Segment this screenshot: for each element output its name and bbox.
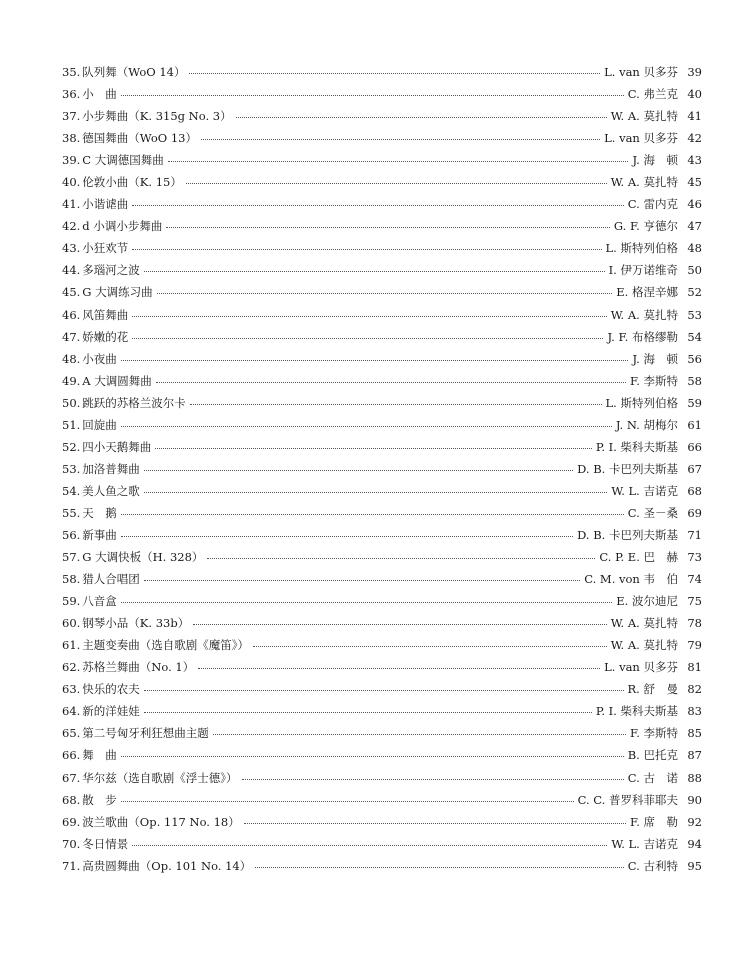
entry-page-number: 61 [687, 417, 702, 432]
entry-title: 散 步 [82, 792, 117, 807]
dot-leader [236, 117, 607, 118]
entry-number: 45. [62, 285, 81, 300]
entry-page-number: 87 [687, 748, 702, 763]
entry-number: 56. [62, 527, 81, 542]
entry-number: 70. [62, 836, 81, 851]
entry-title: 新事曲 [82, 527, 117, 542]
toc-entry [62, 326, 702, 348]
toc-entry [62, 171, 702, 193]
dot-leader [132, 316, 606, 317]
entry-page-number: 50 [687, 263, 702, 278]
entry-page-number: 75 [687, 594, 702, 609]
toc-entry [62, 348, 702, 370]
toc-entry [62, 656, 702, 678]
entry-composer: E. 格涅辛娜 [616, 285, 678, 300]
dot-leader [144, 492, 608, 493]
entry-page-number: 94 [687, 836, 702, 851]
entry-title: A 大调圆舞曲 [82, 373, 152, 388]
entry-number: 36. [62, 87, 81, 102]
dot-leader [190, 404, 602, 405]
entry-title: 高贵圆舞曲（Op. 101 No. 14） [82, 858, 252, 873]
entry-title: 猎人合唱团 [82, 572, 140, 587]
entry-page-number: 79 [687, 638, 702, 653]
dot-leader [198, 668, 600, 669]
dot-leader [144, 580, 580, 581]
entry-number: 37. [62, 109, 81, 124]
entry-composer: L. van 贝多芬 [604, 660, 678, 675]
entry-composer: W. A. 莫扎特 [610, 638, 678, 653]
entry-page-number: 47 [687, 219, 702, 234]
entry-number: 58. [62, 572, 81, 587]
dot-leader [132, 338, 603, 339]
entry-title: 小步舞曲（K. 315g No. 3） [82, 109, 232, 124]
entry-composer: B. 巴托克 [627, 748, 678, 763]
entry-page-number: 43 [687, 153, 702, 168]
toc-entry [62, 612, 702, 634]
entry-title: 四小天鹅舞曲 [82, 439, 152, 454]
entry-title: C 大调德国舞曲 [82, 153, 164, 168]
entry-title: 德国舞曲（WoO 13） [82, 131, 197, 146]
entry-number: 35. [62, 65, 81, 79]
entry-number: 71. [62, 858, 81, 873]
entry-composer: C. 弗兰克 [627, 87, 678, 102]
dot-leader [189, 73, 600, 74]
entry-page-number: 58 [687, 373, 702, 388]
entry-composer: C. 古 诺 [627, 770, 678, 785]
entry-composer: D. B. 卡巴列夫斯基 [577, 461, 678, 476]
entry-composer: W. L. 吉诺克 [611, 836, 678, 851]
entry-page-number: 39 [687, 65, 702, 79]
toc-entry [62, 590, 702, 612]
toc-entry [62, 414, 702, 436]
entry-page-number: 74 [687, 572, 702, 587]
entry-number: 42. [62, 219, 81, 234]
dot-leader [144, 690, 624, 691]
entry-number: 51. [62, 417, 81, 432]
toc-entry [62, 634, 702, 656]
entry-number: 54. [62, 483, 81, 498]
entry-title: 回旋曲 [82, 417, 117, 432]
entry-page-number: 85 [687, 726, 702, 741]
toc-entry [62, 281, 702, 303]
entry-number: 60. [62, 616, 81, 631]
entry-title: d 小调小步舞曲 [82, 219, 163, 234]
entry-composer: C. P. E. 巴 赫 [599, 550, 678, 565]
entry-composer: G. F. 亨德尔 [613, 219, 678, 234]
table-of-contents [62, 61, 702, 877]
toc-entry [62, 61, 702, 83]
toc-entry [62, 105, 702, 127]
entry-page-number: 52 [687, 285, 702, 300]
dot-leader [121, 426, 612, 427]
entry-page-number: 42 [687, 131, 702, 146]
toc-entry [62, 811, 702, 833]
dot-leader [213, 734, 626, 735]
dot-leader [121, 756, 624, 757]
dot-leader [166, 227, 610, 228]
entry-composer: I. 伊万诺维奇 [608, 263, 678, 278]
entry-composer: W. A. 莫扎特 [610, 109, 678, 124]
dot-leader [121, 360, 629, 361]
entry-title: 队列舞（WoO 14） [82, 65, 186, 79]
entry-title: 小狂欢节 [82, 241, 129, 256]
entry-composer: C. C. 普罗科菲耶夫 [577, 792, 678, 807]
entry-page-number: 53 [687, 307, 702, 322]
dot-leader [121, 602, 612, 603]
dot-leader [193, 624, 607, 625]
entry-title: 新的洋娃娃 [82, 704, 140, 719]
entry-page-number: 59 [687, 395, 702, 410]
toc-entry [62, 744, 702, 766]
dot-leader [144, 470, 573, 471]
entry-number: 62. [62, 660, 81, 675]
toc-entry [62, 767, 702, 789]
entry-page-number: 68 [687, 483, 702, 498]
dot-leader [186, 183, 607, 184]
dot-leader [168, 161, 629, 162]
entry-composer: W. A. 莫扎特 [610, 616, 678, 631]
dot-leader [121, 536, 573, 537]
entry-page-number: 48 [687, 241, 702, 256]
dot-leader [253, 646, 607, 647]
entry-page-number: 40 [687, 87, 702, 102]
entry-number: 61. [62, 638, 81, 653]
toc-entry [62, 568, 702, 590]
entry-number: 69. [62, 814, 81, 829]
entry-number: 64. [62, 704, 81, 719]
dot-leader [157, 293, 613, 294]
entry-composer: E. 波尔迪尼 [616, 594, 678, 609]
dot-leader [244, 823, 626, 824]
toc-entry [62, 502, 702, 524]
toc-entry [62, 480, 702, 502]
entry-composer: L. 斯特列伯格 [605, 241, 678, 256]
entry-composer: L. 斯特列伯格 [605, 395, 678, 410]
entry-page-number: 67 [687, 461, 702, 476]
entry-page-number: 90 [687, 792, 702, 807]
dot-leader [132, 845, 607, 846]
entry-title: 多瑙河之波 [82, 263, 140, 278]
entry-title: 伦敦小曲（K. 15） [82, 175, 182, 190]
toc-entry [62, 700, 702, 722]
entry-title: 八音盒 [82, 594, 117, 609]
entry-title: 风笛舞曲 [82, 307, 129, 322]
toc-entry [62, 237, 702, 259]
entry-composer: W. A. 莫扎特 [610, 307, 678, 322]
entry-number: 48. [62, 351, 81, 366]
entry-number: 68. [62, 792, 81, 807]
entry-composer: C. 古利特 [627, 858, 678, 873]
entry-number: 59. [62, 594, 81, 609]
entry-composer: P. I. 柴科夫斯基 [595, 439, 678, 454]
toc-entry [62, 304, 702, 326]
entry-title: G 大调快板（H. 328） [82, 550, 204, 565]
entry-number: 38. [62, 131, 81, 146]
toc-entry [62, 855, 702, 877]
dot-leader [156, 382, 626, 383]
entry-number: 46. [62, 307, 81, 322]
entry-number: 50. [62, 395, 81, 410]
entry-composer: D. B. 卡巴列夫斯基 [577, 527, 678, 542]
entry-composer: J. F. 布格缪勒 [607, 329, 678, 344]
dot-leader [121, 514, 624, 515]
entry-page-number: 46 [687, 197, 702, 212]
entry-number: 55. [62, 505, 81, 520]
entry-composer: L. van 贝多芬 [604, 131, 678, 146]
entry-title: 小夜曲 [82, 351, 117, 366]
entry-title: G 大调练习曲 [82, 285, 153, 300]
entry-composer: W. L. 吉诺克 [611, 483, 678, 498]
entry-page-number: 73 [687, 550, 702, 565]
entry-number: 57. [62, 550, 81, 565]
entry-title: 第二号匈牙利狂想曲主题 [82, 726, 209, 741]
entry-number: 52. [62, 439, 81, 454]
entry-title: 跳跃的苏格兰波尔卡 [82, 395, 186, 410]
entry-composer: F. 李斯特 [630, 726, 678, 741]
entry-page-number: 41 [687, 109, 702, 124]
dot-leader [121, 95, 624, 96]
entry-composer: L. van 贝多芬 [604, 65, 678, 79]
entry-composer: C. 圣－桑 [627, 505, 678, 520]
dot-leader [132, 249, 601, 250]
entry-title: 小谐谑曲 [82, 197, 129, 212]
toc-entry [62, 524, 702, 546]
entry-composer: J. 海 顿 [632, 351, 678, 366]
toc-entry [62, 127, 702, 149]
entry-number: 66. [62, 748, 81, 763]
entry-number: 40. [62, 175, 81, 190]
entry-page-number: 78 [687, 616, 702, 631]
entry-number: 49. [62, 373, 81, 388]
entry-title: 冬日情景 [82, 836, 129, 851]
entry-composer: F. 席 勒 [630, 814, 678, 829]
toc-entry [62, 83, 702, 105]
entry-page-number: 71 [687, 527, 702, 542]
entry-page-number: 56 [687, 351, 702, 366]
entry-composer: C. M. von 韦 伯 [584, 572, 678, 587]
entry-composer: W. A. 莫扎特 [610, 175, 678, 190]
dot-leader [201, 139, 600, 140]
entry-title: 舞 曲 [82, 748, 117, 763]
toc-entry [62, 392, 702, 414]
entry-title: 加洛普舞曲 [82, 461, 140, 476]
entry-title: 娇嫩的花 [82, 329, 129, 344]
entry-composer: F. 李斯特 [630, 373, 678, 388]
entry-page-number: 83 [687, 704, 702, 719]
entry-number: 65. [62, 726, 81, 741]
entry-number: 47. [62, 329, 81, 344]
toc-entry [62, 215, 702, 237]
entry-title: 美人鱼之歌 [82, 483, 140, 498]
entry-title: 华尔兹（选自歌剧《浮士德》） [82, 770, 238, 785]
entry-number: 63. [62, 682, 81, 697]
entry-number: 43. [62, 241, 81, 256]
entry-composer: P. I. 柴科夫斯基 [595, 704, 678, 719]
entry-page-number: 66 [687, 439, 702, 454]
toc-entry [62, 370, 702, 392]
entry-page-number: 82 [687, 682, 702, 697]
dot-leader [155, 448, 592, 449]
toc-entry [62, 678, 702, 700]
entry-page-number: 54 [687, 329, 702, 344]
entry-page-number: 88 [687, 770, 702, 785]
entry-number: 44. [62, 263, 81, 278]
entry-composer: J. 海 顿 [632, 153, 678, 168]
toc-entry [62, 833, 702, 855]
toc-entry [62, 789, 702, 811]
toc-entry [62, 259, 702, 281]
toc-entry [62, 193, 702, 215]
entry-title: 小 曲 [82, 87, 117, 102]
entry-composer: C. 雷内克 [627, 197, 678, 212]
toc-entry [62, 546, 702, 568]
dot-leader [121, 801, 574, 802]
toc-entry [62, 458, 702, 480]
entry-number: 41. [62, 197, 81, 212]
entry-page-number: 45 [687, 175, 702, 190]
entry-page-number: 92 [687, 814, 702, 829]
entry-page-number: 69 [687, 505, 702, 520]
entry-title: 天 鹅 [82, 505, 117, 520]
entry-page-number: 81 [687, 660, 702, 675]
entry-composer: J. N. 胡梅尔 [615, 417, 678, 432]
dot-leader [242, 779, 624, 780]
entry-title: 钢琴小品（K. 33b） [82, 616, 190, 631]
dot-leader [144, 712, 592, 713]
entry-title: 主题变奏曲（选自歌剧《魔笛》） [82, 638, 250, 653]
entry-number: 39. [62, 153, 81, 168]
dot-leader [207, 558, 595, 559]
toc-entry [62, 722, 702, 744]
entry-number: 67. [62, 770, 81, 785]
entry-number: 53. [62, 461, 81, 476]
dot-leader [132, 205, 624, 206]
dot-leader [255, 867, 624, 868]
entry-page-number: 95 [687, 858, 702, 873]
entry-composer: R. 舒 曼 [627, 682, 678, 697]
toc-entry [62, 149, 702, 171]
entry-title: 苏格兰舞曲（No. 1） [82, 660, 195, 675]
entry-title: 波兰歌曲（Op. 117 No. 18） [82, 814, 240, 829]
toc-entry [62, 436, 702, 458]
entry-title: 快乐的农夫 [82, 682, 140, 697]
dot-leader [144, 271, 605, 272]
